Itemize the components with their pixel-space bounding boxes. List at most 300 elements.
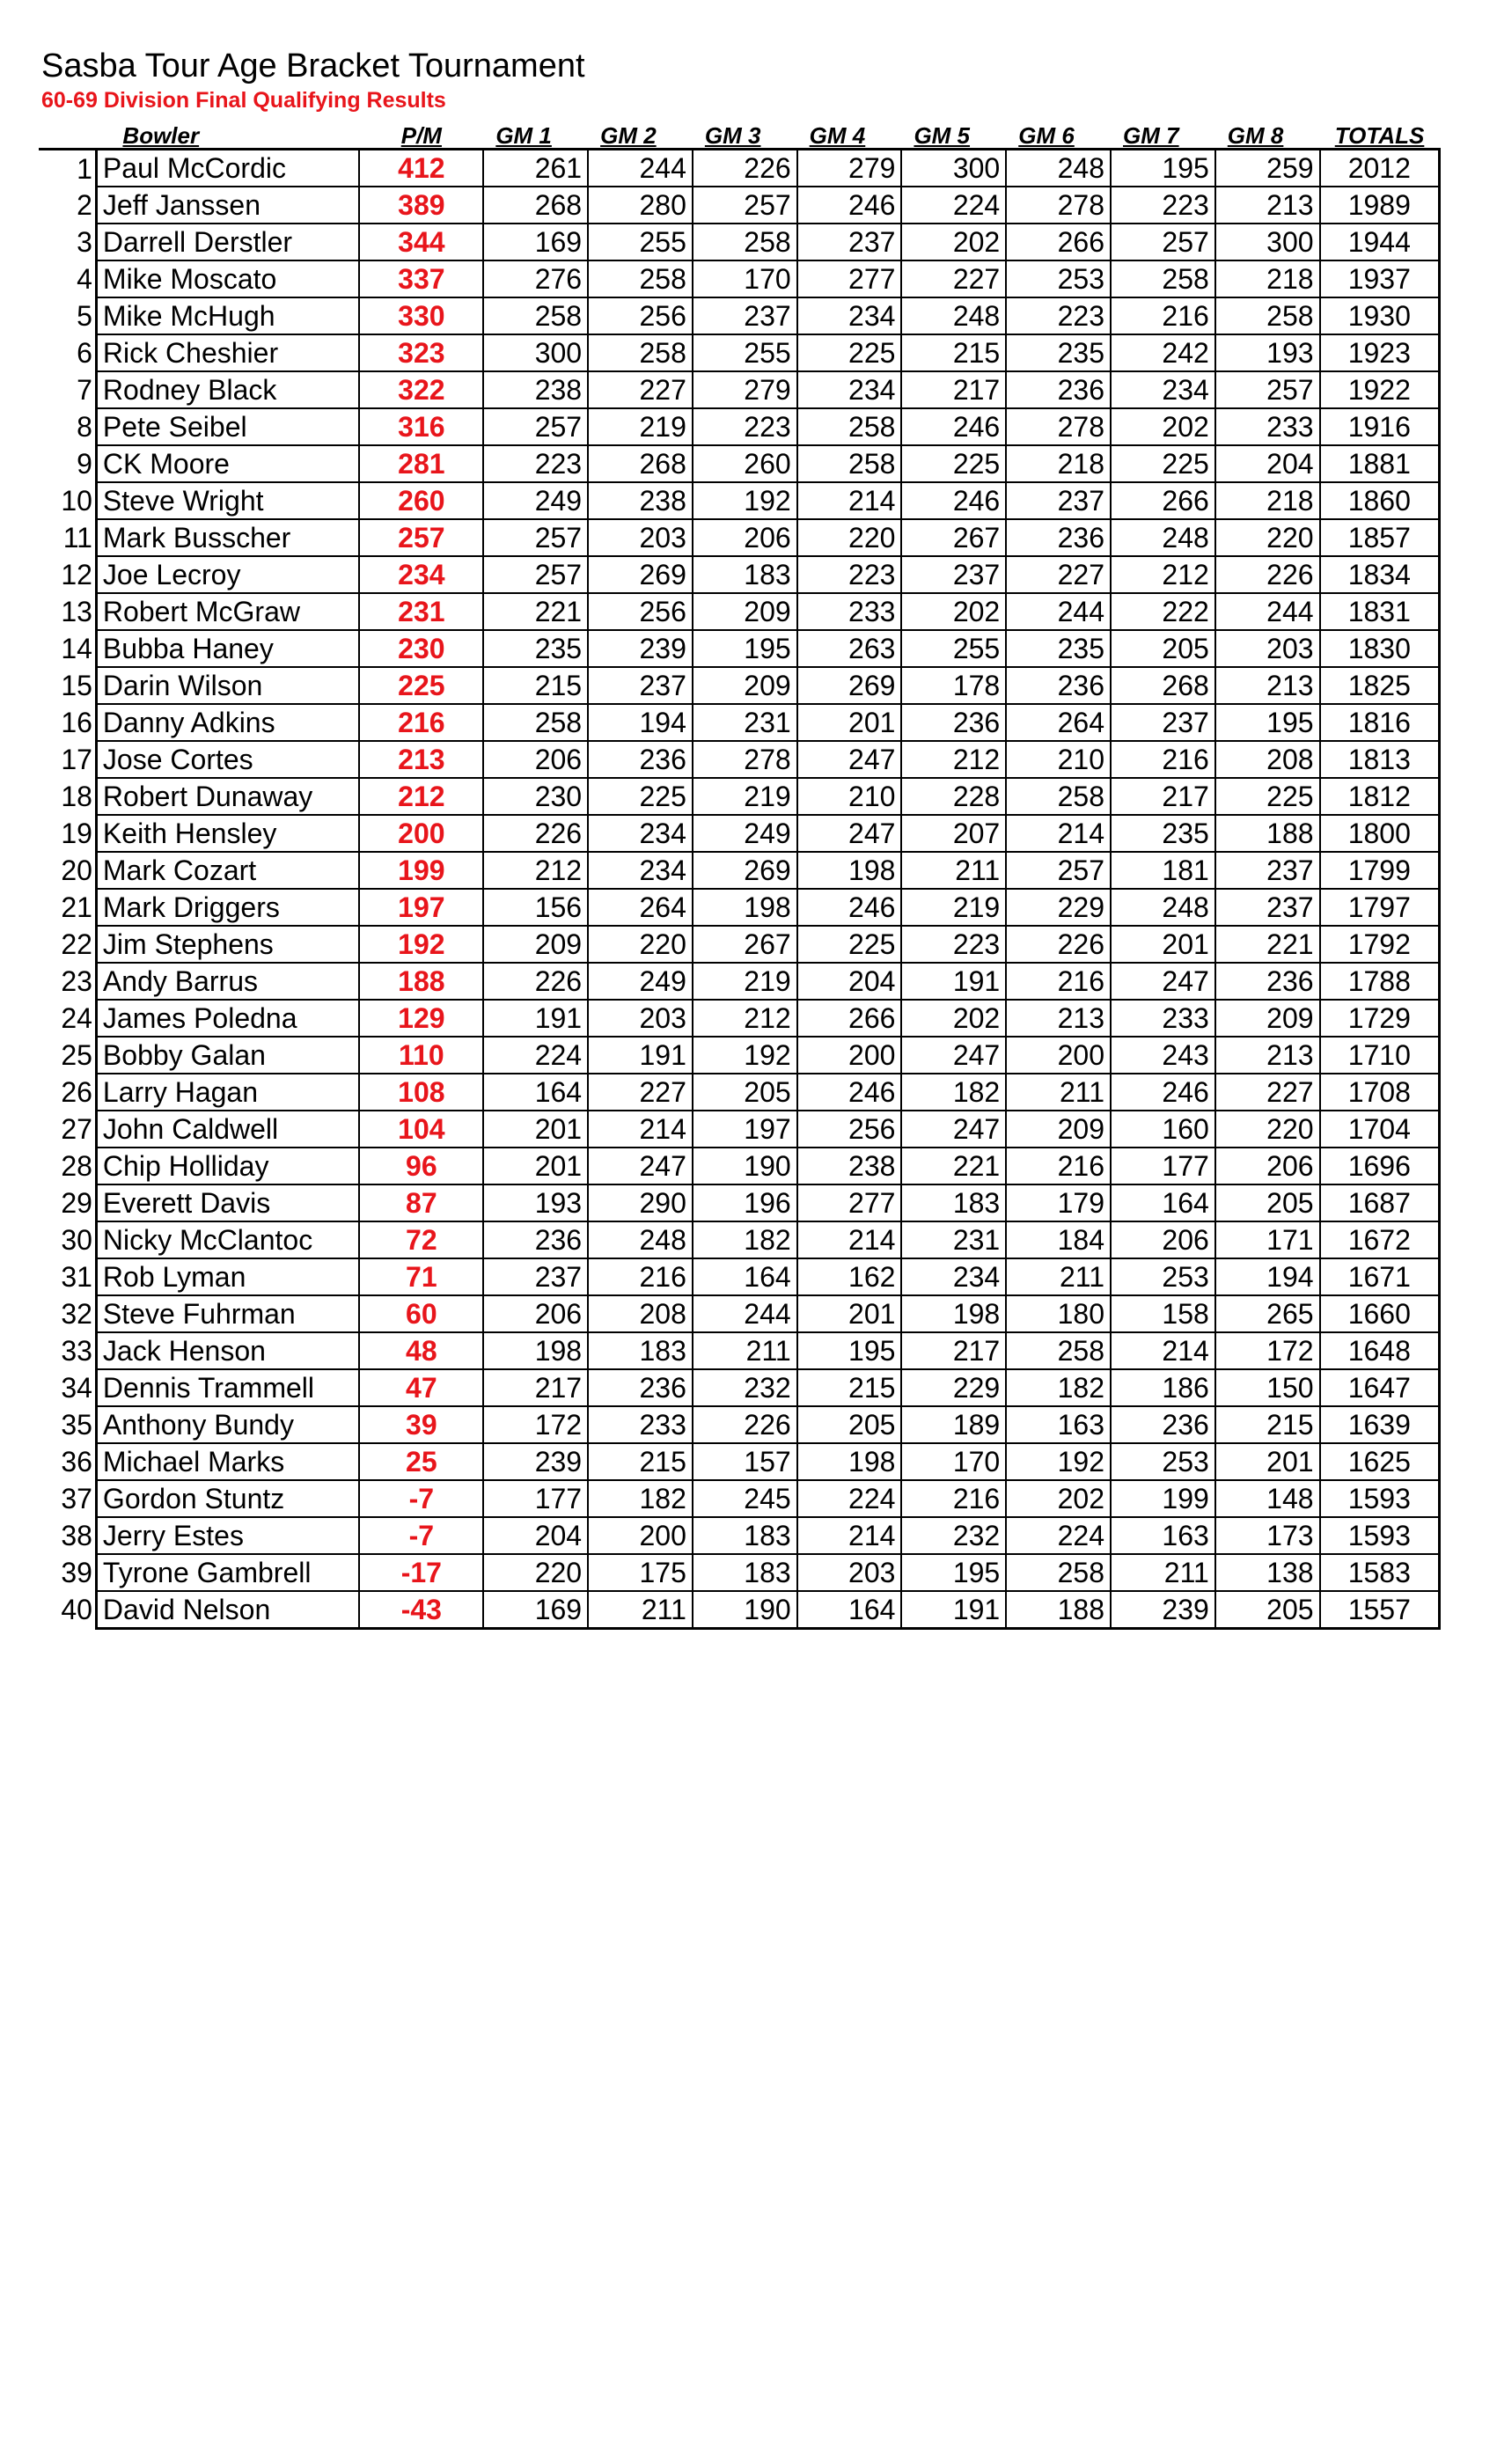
pm-cell: 48 bbox=[359, 1332, 483, 1369]
game-5-cell: 224 bbox=[901, 187, 1006, 224]
rank-cell: 35 bbox=[61, 1409, 92, 1441]
game-6-cell: 179 bbox=[1006, 1184, 1111, 1221]
game-4-cell: 198 bbox=[797, 852, 902, 889]
game-7-cell: 236 bbox=[1111, 1406, 1215, 1443]
bowler-name-cell: Keith Hensley bbox=[96, 815, 359, 852]
game-5-cell: 202 bbox=[901, 224, 1006, 260]
pm-cell: 257 bbox=[359, 519, 483, 556]
game-5-cell: 223 bbox=[901, 926, 1006, 963]
bowler-name-cell: Everett Davis bbox=[96, 1184, 359, 1221]
game-4-cell: 220 bbox=[797, 519, 902, 556]
game-6-cell: 216 bbox=[1006, 1148, 1111, 1184]
game-1-cell: 276 bbox=[483, 260, 588, 297]
total-cell: 1812 bbox=[1320, 778, 1440, 815]
pm-cell: -17 bbox=[359, 1554, 483, 1591]
game-5-cell: 195 bbox=[901, 1554, 1006, 1591]
game-2-cell: 191 bbox=[588, 1037, 693, 1074]
game-4-cell: 234 bbox=[797, 297, 902, 334]
bowler-name-cell: Jim Stephens bbox=[96, 926, 359, 963]
total-cell: 1708 bbox=[1320, 1074, 1440, 1111]
game-7-cell: 242 bbox=[1111, 334, 1215, 371]
total-cell: 1792 bbox=[1320, 926, 1440, 963]
game-1-cell: 172 bbox=[483, 1406, 588, 1443]
game-1-cell: 235 bbox=[483, 630, 588, 667]
pm-cell: 104 bbox=[359, 1111, 483, 1148]
rank-cell: 1 bbox=[77, 152, 92, 185]
bowler-name-cell: Jose Cortes bbox=[96, 741, 359, 778]
game-8-cell: 213 bbox=[1215, 667, 1320, 704]
bowler-name-cell: Rodney Black bbox=[96, 371, 359, 408]
bowler-name-cell: CK Moore bbox=[96, 445, 359, 482]
rank-cell: 29 bbox=[61, 1187, 92, 1219]
game-7-cell: 195 bbox=[1111, 150, 1215, 187]
game-4-cell: 277 bbox=[797, 260, 902, 297]
game-7-cell: 177 bbox=[1111, 1148, 1215, 1184]
game-1-cell: 164 bbox=[483, 1074, 588, 1111]
game-1-cell: 204 bbox=[483, 1517, 588, 1554]
table-row bbox=[39, 1332, 1440, 1369]
game-6-cell: 211 bbox=[1006, 1074, 1111, 1111]
game-7-cell: 247 bbox=[1111, 963, 1215, 1000]
game-1-cell: 238 bbox=[483, 371, 588, 408]
game-5-cell: 300 bbox=[901, 150, 1006, 187]
bowler-name-cell: Mike Moscato bbox=[96, 260, 359, 297]
game-8-cell: 206 bbox=[1215, 1148, 1320, 1184]
game-4-cell: 224 bbox=[797, 1480, 902, 1517]
total-cell: 1660 bbox=[1320, 1295, 1440, 1332]
game-4-cell: 277 bbox=[797, 1184, 902, 1221]
bowler-name-cell: Mike McHugh bbox=[96, 297, 359, 334]
pm-cell: 322 bbox=[359, 371, 483, 408]
game-1-cell: 249 bbox=[483, 482, 588, 519]
total-cell: 1860 bbox=[1320, 482, 1440, 519]
game-6-cell: 202 bbox=[1006, 1480, 1111, 1517]
game-1-cell: 217 bbox=[483, 1369, 588, 1406]
bowler-name-cell: John Caldwell bbox=[96, 1111, 359, 1148]
game-3-cell: 226 bbox=[693, 150, 797, 187]
bowler-name-cell: Larry Hagan bbox=[96, 1074, 359, 1111]
pm-cell: 71 bbox=[359, 1258, 483, 1295]
game-4-cell: 279 bbox=[797, 150, 902, 187]
pm-cell: 60 bbox=[359, 1295, 483, 1332]
game-1-cell: 268 bbox=[483, 187, 588, 224]
game-3-cell: 219 bbox=[693, 963, 797, 1000]
game-5-cell: 246 bbox=[901, 482, 1006, 519]
rank-cell: 25 bbox=[61, 1039, 92, 1071]
game-2-cell: 211 bbox=[588, 1591, 693, 1629]
game-2-cell: 233 bbox=[588, 1406, 693, 1443]
game-7-cell: 233 bbox=[1111, 1000, 1215, 1037]
table-row bbox=[39, 1184, 1440, 1221]
game-7-cell: 216 bbox=[1111, 741, 1215, 778]
game-2-cell: 215 bbox=[588, 1443, 693, 1480]
game-3-cell: 192 bbox=[693, 1037, 797, 1074]
game-2-cell: 258 bbox=[588, 260, 693, 297]
table-row bbox=[39, 482, 1440, 519]
game-5-cell: 247 bbox=[901, 1037, 1006, 1074]
total-cell: 1557 bbox=[1320, 1591, 1440, 1629]
table-row bbox=[39, 1517, 1440, 1554]
rank-cell: 37 bbox=[61, 1483, 92, 1514]
game-5-cell: 232 bbox=[901, 1517, 1006, 1554]
game-8-cell: 227 bbox=[1215, 1074, 1320, 1111]
bowler-name-cell: Tyrone Gambrell bbox=[96, 1554, 359, 1591]
game-1-cell: 201 bbox=[483, 1111, 588, 1148]
game-7-cell: 212 bbox=[1111, 556, 1215, 593]
rank-cell: 19 bbox=[61, 818, 92, 849]
game-1-cell: 193 bbox=[483, 1184, 588, 1221]
bowler-name-cell: Gordon Stuntz bbox=[96, 1480, 359, 1517]
table-row bbox=[39, 963, 1440, 1000]
game-1-cell: 220 bbox=[483, 1554, 588, 1591]
game-2-cell: 203 bbox=[588, 519, 693, 556]
total-cell: 1788 bbox=[1320, 963, 1440, 1000]
game-1-cell: 206 bbox=[483, 741, 588, 778]
rank-cell: 34 bbox=[61, 1372, 92, 1404]
pm-cell: -7 bbox=[359, 1480, 483, 1517]
game-3-cell: 223 bbox=[693, 408, 797, 445]
game-5-cell: 198 bbox=[901, 1295, 1006, 1332]
bowler-name-cell: Chip Holliday bbox=[96, 1148, 359, 1184]
game-3-cell: 157 bbox=[693, 1443, 797, 1480]
bowler-name-cell: Rick Cheshier bbox=[96, 334, 359, 371]
game-8-cell: 194 bbox=[1215, 1258, 1320, 1295]
table-row bbox=[39, 556, 1440, 593]
game-5-cell: 207 bbox=[901, 815, 1006, 852]
game-5-cell: 237 bbox=[901, 556, 1006, 593]
table-row bbox=[39, 519, 1440, 556]
game-5-cell: 247 bbox=[901, 1111, 1006, 1148]
pm-cell: 230 bbox=[359, 630, 483, 667]
game-1-cell: 215 bbox=[483, 667, 588, 704]
game-2-cell: 220 bbox=[588, 926, 693, 963]
game-1-cell: 221 bbox=[483, 593, 588, 630]
game-7-cell: 201 bbox=[1111, 926, 1215, 963]
bowler-name-cell: Paul McCordic bbox=[96, 150, 359, 187]
game-5-cell: 217 bbox=[901, 1332, 1006, 1369]
rank-cell: 24 bbox=[61, 1002, 92, 1034]
game-3-cell: 245 bbox=[693, 1480, 797, 1517]
game-2-cell: 234 bbox=[588, 852, 693, 889]
game-5-cell: 234 bbox=[901, 1258, 1006, 1295]
table-row bbox=[39, 630, 1440, 667]
game-8-cell: 204 bbox=[1215, 445, 1320, 482]
game-7-cell: 257 bbox=[1111, 224, 1215, 260]
rank-cell: 21 bbox=[61, 891, 92, 923]
game-4-cell: 246 bbox=[797, 1074, 902, 1111]
game-7-cell: 217 bbox=[1111, 778, 1215, 815]
game-8-cell: 209 bbox=[1215, 1000, 1320, 1037]
bowler-name-cell: Andy Barrus bbox=[96, 963, 359, 1000]
table-row bbox=[39, 297, 1440, 334]
game-7-cell: 266 bbox=[1111, 482, 1215, 519]
game-5-cell: 236 bbox=[901, 704, 1006, 741]
game-8-cell: 233 bbox=[1215, 408, 1320, 445]
game-6-cell: 211 bbox=[1006, 1258, 1111, 1295]
game-6-cell: 258 bbox=[1006, 778, 1111, 815]
total-cell: 1704 bbox=[1320, 1111, 1440, 1148]
game-6-cell: 235 bbox=[1006, 334, 1111, 371]
game-3-cell: 190 bbox=[693, 1591, 797, 1629]
table-row bbox=[39, 150, 1440, 187]
game-4-cell: 203 bbox=[797, 1554, 902, 1591]
game-2-cell: 236 bbox=[588, 741, 693, 778]
game-8-cell: 172 bbox=[1215, 1332, 1320, 1369]
game-6-cell: 218 bbox=[1006, 445, 1111, 482]
game-8-cell: 148 bbox=[1215, 1480, 1320, 1517]
pm-cell: 344 bbox=[359, 224, 483, 260]
game-7-cell: 237 bbox=[1111, 704, 1215, 741]
rank-cell: 27 bbox=[61, 1113, 92, 1145]
table-row bbox=[39, 852, 1440, 889]
pm-cell: 330 bbox=[359, 297, 483, 334]
game-8-cell: 205 bbox=[1215, 1591, 1320, 1629]
game-8-cell: 226 bbox=[1215, 556, 1320, 593]
bowler-name-cell: Anthony Bundy bbox=[96, 1406, 359, 1443]
game-2-cell: 216 bbox=[588, 1258, 693, 1295]
game-6-cell: 236 bbox=[1006, 667, 1111, 704]
game-4-cell: 201 bbox=[797, 1295, 902, 1332]
game-3-cell: 195 bbox=[693, 630, 797, 667]
game-1-cell: 169 bbox=[483, 1591, 588, 1629]
game-2-cell: 244 bbox=[588, 150, 693, 187]
game-3-cell: 212 bbox=[693, 1000, 797, 1037]
game-5-cell: 219 bbox=[901, 889, 1006, 926]
game-5-cell: 227 bbox=[901, 260, 1006, 297]
game-3-cell: 196 bbox=[693, 1184, 797, 1221]
rank-cell: 22 bbox=[61, 928, 92, 960]
game-2-cell: 208 bbox=[588, 1295, 693, 1332]
game-3-cell: 211 bbox=[693, 1332, 797, 1369]
game-4-cell: 198 bbox=[797, 1443, 902, 1480]
bowler-name-cell: Mark Busscher bbox=[96, 519, 359, 556]
pm-cell: 216 bbox=[359, 704, 483, 741]
game-8-cell: 220 bbox=[1215, 519, 1320, 556]
game-6-cell: 223 bbox=[1006, 297, 1111, 334]
game-7-cell: 222 bbox=[1111, 593, 1215, 630]
game-3-cell: 249 bbox=[693, 815, 797, 852]
game-6-cell: 235 bbox=[1006, 630, 1111, 667]
game-4-cell: 205 bbox=[797, 1406, 902, 1443]
rank-cell: 12 bbox=[61, 559, 92, 590]
game-3-cell: 219 bbox=[693, 778, 797, 815]
bowler-name-cell: Jack Henson bbox=[96, 1332, 359, 1369]
rank-cell: 23 bbox=[61, 965, 92, 997]
game-2-cell: 269 bbox=[588, 556, 693, 593]
bowler-name-cell: James Poledna bbox=[96, 1000, 359, 1037]
results-table bbox=[39, 118, 1441, 1630]
table-row bbox=[39, 1554, 1440, 1591]
table-row bbox=[39, 1295, 1440, 1332]
game-3-cell: 209 bbox=[693, 667, 797, 704]
pm-cell: 323 bbox=[359, 334, 483, 371]
game-8-cell: 221 bbox=[1215, 926, 1320, 963]
pm-cell: 72 bbox=[359, 1221, 483, 1258]
pm-cell: 212 bbox=[359, 778, 483, 815]
rank-cell: 13 bbox=[61, 596, 92, 627]
game-6-cell: 253 bbox=[1006, 260, 1111, 297]
total-cell: 1625 bbox=[1320, 1443, 1440, 1480]
header-pm: P/M bbox=[400, 122, 442, 149]
bowler-name-cell: David Nelson bbox=[96, 1591, 359, 1629]
game-8-cell: 220 bbox=[1215, 1111, 1320, 1148]
game-5-cell: 189 bbox=[901, 1406, 1006, 1443]
game-1-cell: 223 bbox=[483, 445, 588, 482]
game-3-cell: 170 bbox=[693, 260, 797, 297]
bowler-name-cell: Robert Dunaway bbox=[96, 778, 359, 815]
game-7-cell: 223 bbox=[1111, 187, 1215, 224]
game-5-cell: 182 bbox=[901, 1074, 1006, 1111]
rank-cell: 31 bbox=[61, 1261, 92, 1293]
game-6-cell: 180 bbox=[1006, 1295, 1111, 1332]
game-3-cell: 209 bbox=[693, 593, 797, 630]
bowler-name-cell: Jerry Estes bbox=[96, 1517, 359, 1554]
game-8-cell: 257 bbox=[1215, 371, 1320, 408]
game-5-cell: 229 bbox=[901, 1369, 1006, 1406]
header-rank bbox=[39, 118, 96, 150]
rank-cell: 11 bbox=[62, 522, 92, 554]
game-6-cell: 264 bbox=[1006, 704, 1111, 741]
rank-cell: 10 bbox=[61, 485, 92, 517]
total-cell: 1816 bbox=[1320, 704, 1440, 741]
game-1-cell: 261 bbox=[483, 150, 588, 187]
game-2-cell: 183 bbox=[588, 1332, 693, 1369]
game-3-cell: 190 bbox=[693, 1148, 797, 1184]
bowler-name-cell: Rob Lyman bbox=[96, 1258, 359, 1295]
header-gm-7: GM 7 bbox=[1123, 122, 1179, 149]
game-6-cell: 278 bbox=[1006, 187, 1111, 224]
total-cell: 1831 bbox=[1320, 593, 1440, 630]
pm-cell: 110 bbox=[359, 1037, 483, 1074]
game-5-cell: 215 bbox=[901, 334, 1006, 371]
header-bowler: Bowler bbox=[122, 122, 200, 149]
total-cell: 1797 bbox=[1320, 889, 1440, 926]
table-row bbox=[39, 1148, 1440, 1184]
game-6-cell: 224 bbox=[1006, 1517, 1111, 1554]
game-5-cell: 212 bbox=[901, 741, 1006, 778]
pm-cell: 225 bbox=[359, 667, 483, 704]
rank-cell: 30 bbox=[61, 1224, 92, 1256]
total-cell: 1672 bbox=[1320, 1221, 1440, 1258]
rank-cell: 17 bbox=[61, 744, 92, 775]
game-8-cell: 201 bbox=[1215, 1443, 1320, 1480]
game-3-cell: 183 bbox=[693, 556, 797, 593]
game-6-cell: 229 bbox=[1006, 889, 1111, 926]
total-cell: 1648 bbox=[1320, 1332, 1440, 1369]
game-1-cell: 201 bbox=[483, 1148, 588, 1184]
table-row bbox=[39, 371, 1440, 408]
rank-cell: 18 bbox=[61, 781, 92, 812]
game-6-cell: 192 bbox=[1006, 1443, 1111, 1480]
table-row bbox=[39, 1037, 1440, 1074]
game-3-cell: 244 bbox=[693, 1295, 797, 1332]
game-6-cell: 214 bbox=[1006, 815, 1111, 852]
game-5-cell: 228 bbox=[901, 778, 1006, 815]
game-7-cell: 243 bbox=[1111, 1037, 1215, 1074]
rank-cell: 36 bbox=[61, 1446, 92, 1478]
game-5-cell: 216 bbox=[901, 1480, 1006, 1517]
game-2-cell: 234 bbox=[588, 815, 693, 852]
game-7-cell: 225 bbox=[1111, 445, 1215, 482]
game-1-cell: 191 bbox=[483, 1000, 588, 1037]
game-3-cell: 205 bbox=[693, 1074, 797, 1111]
rank-cell: 16 bbox=[61, 707, 92, 738]
total-cell: 1799 bbox=[1320, 852, 1440, 889]
game-4-cell: 246 bbox=[797, 187, 902, 224]
game-2-cell: 249 bbox=[588, 963, 693, 1000]
rank-cell: 14 bbox=[61, 633, 92, 664]
table-row bbox=[39, 334, 1440, 371]
total-cell: 1937 bbox=[1320, 260, 1440, 297]
table-row bbox=[39, 593, 1440, 630]
game-4-cell: 266 bbox=[797, 1000, 902, 1037]
game-1-cell: 239 bbox=[483, 1443, 588, 1480]
rank-cell: 6 bbox=[77, 337, 92, 369]
game-4-cell: 215 bbox=[797, 1369, 902, 1406]
game-1-cell: 300 bbox=[483, 334, 588, 371]
game-5-cell: 267 bbox=[901, 519, 1006, 556]
game-8-cell: 213 bbox=[1215, 1037, 1320, 1074]
rank-cell: 5 bbox=[77, 300, 92, 332]
game-1-cell: 169 bbox=[483, 224, 588, 260]
total-cell: 1583 bbox=[1320, 1554, 1440, 1591]
game-4-cell: 210 bbox=[797, 778, 902, 815]
table-row bbox=[39, 667, 1440, 704]
total-cell: 1710 bbox=[1320, 1037, 1440, 1074]
game-8-cell: 208 bbox=[1215, 741, 1320, 778]
game-7-cell: 158 bbox=[1111, 1295, 1215, 1332]
rank-cell: 20 bbox=[61, 854, 92, 886]
total-cell: 1639 bbox=[1320, 1406, 1440, 1443]
game-2-cell: 268 bbox=[588, 445, 693, 482]
game-5-cell: 170 bbox=[901, 1443, 1006, 1480]
pm-cell: 96 bbox=[359, 1148, 483, 1184]
game-2-cell: 203 bbox=[588, 1000, 693, 1037]
game-3-cell: 192 bbox=[693, 482, 797, 519]
rank-cell: 7 bbox=[77, 374, 92, 406]
pm-cell: -43 bbox=[359, 1591, 483, 1629]
rank-cell: 8 bbox=[77, 411, 92, 443]
game-4-cell: 225 bbox=[797, 926, 902, 963]
game-8-cell: 215 bbox=[1215, 1406, 1320, 1443]
game-7-cell: 239 bbox=[1111, 1591, 1215, 1629]
game-2-cell: 248 bbox=[588, 1221, 693, 1258]
game-7-cell: 186 bbox=[1111, 1369, 1215, 1406]
pm-cell: 200 bbox=[359, 815, 483, 852]
game-6-cell: 248 bbox=[1006, 150, 1111, 187]
pm-cell: 129 bbox=[359, 1000, 483, 1037]
game-1-cell: 257 bbox=[483, 408, 588, 445]
game-7-cell: 181 bbox=[1111, 852, 1215, 889]
game-8-cell: 225 bbox=[1215, 778, 1320, 815]
game-4-cell: 223 bbox=[797, 556, 902, 593]
total-cell: 1687 bbox=[1320, 1184, 1440, 1221]
game-8-cell: 173 bbox=[1215, 1517, 1320, 1554]
total-cell: 1834 bbox=[1320, 556, 1440, 593]
pm-cell: 389 bbox=[359, 187, 483, 224]
game-4-cell: 233 bbox=[797, 593, 902, 630]
game-5-cell: 191 bbox=[901, 963, 1006, 1000]
game-8-cell: 138 bbox=[1215, 1554, 1320, 1591]
bowler-name-cell: Dennis Trammell bbox=[96, 1369, 359, 1406]
game-2-cell: 256 bbox=[588, 297, 693, 334]
pm-cell: 281 bbox=[359, 445, 483, 482]
bowler-name-cell: Jeff Janssen bbox=[96, 187, 359, 224]
bowler-name-cell: Robert McGraw bbox=[96, 593, 359, 630]
game-6-cell: 184 bbox=[1006, 1221, 1111, 1258]
header-gm-4: GM 4 bbox=[809, 122, 866, 149]
game-7-cell: 234 bbox=[1111, 371, 1215, 408]
